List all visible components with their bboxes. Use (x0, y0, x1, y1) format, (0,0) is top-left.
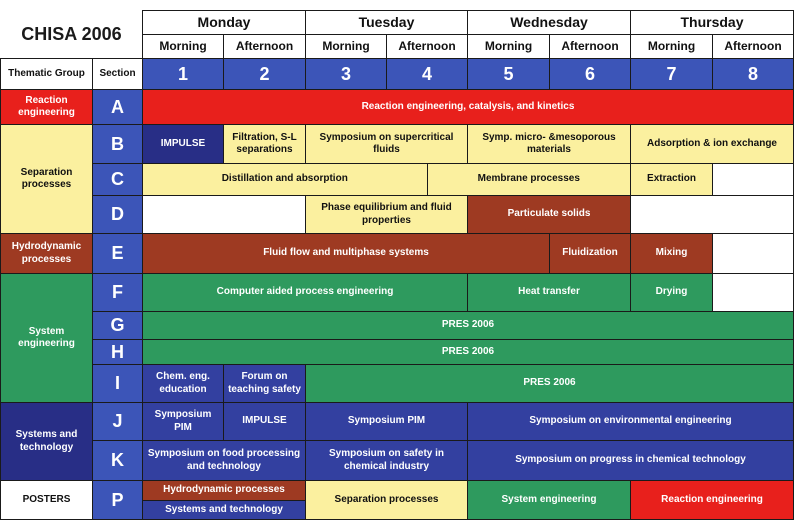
thematic-group: Separation processes (0, 124, 93, 234)
page-title: CHISA 2006 (0, 10, 143, 59)
section-label: E (92, 233, 143, 274)
session-cell (712, 163, 794, 196)
session-cell: Forum on teaching safety (223, 364, 306, 403)
slot-number: 2 (223, 58, 306, 90)
session-cell: Fluid flow and multiphase systems (142, 233, 550, 274)
session-cell: PRES 2006 (305, 364, 794, 403)
slot-number: 6 (549, 58, 631, 90)
section-label: B (92, 124, 143, 164)
session-cell: Heat transfer (467, 273, 631, 312)
session-cell: Extraction (630, 163, 713, 196)
thematic-group: POSTERS (0, 480, 93, 520)
session-cell: Phase equilibrium and fluid properties (305, 195, 468, 234)
slot-header: Morning (305, 34, 387, 59)
section-label: K (92, 440, 143, 481)
session-cell: Symposium on supercritical fluids (305, 124, 468, 164)
session-cell: Particulate solids (467, 195, 631, 234)
section-label: P (92, 480, 143, 520)
slot-header: Afternoon (386, 34, 468, 59)
session-cell: Membrane processes (427, 163, 632, 196)
slot-header: Morning (630, 34, 713, 59)
slot-number: 8 (712, 58, 794, 90)
session-cell: Symposium on food processing and technology (142, 440, 306, 481)
slot-header: Afternoon (712, 34, 794, 59)
section-header: Section (92, 58, 143, 90)
session-cell: PRES 2006 (142, 311, 794, 340)
session-cell (630, 195, 794, 234)
session-cell (142, 195, 306, 234)
session-cell: Symposium on safety in chemical industry (305, 440, 468, 481)
section-label: J (92, 402, 143, 441)
thematic-group: Hydrodynamic processes (0, 233, 93, 274)
day-header: Wednesday (467, 10, 631, 35)
session-cell: Symposium PIM (305, 402, 468, 441)
session-cell: Reaction engineering (630, 480, 794, 520)
slot-number: 5 (467, 58, 550, 90)
session-cell: Symposium PIM (142, 402, 224, 441)
day-header: Thursday (630, 10, 794, 35)
session-cell: Hydrodynamic processes (142, 480, 306, 501)
session-cell: IMPULSE (142, 124, 224, 164)
thematic-group-header: Thematic Group (0, 58, 93, 90)
session-cell: Chem. eng. education (142, 364, 224, 403)
session-cell: Reaction engineering, catalysis, and kinetics (142, 89, 794, 125)
day-header: Tuesday (305, 10, 468, 35)
session-cell: Systems and technology (142, 500, 306, 521)
session-cell: Distillation and absorption (142, 163, 428, 196)
session-cell (712, 273, 794, 312)
session-cell: IMPULSE (223, 402, 306, 441)
thematic-group: System engineering (0, 273, 93, 403)
session-cell: Computer aided process engineering (142, 273, 468, 312)
session-cell: Mixing (630, 233, 713, 274)
session-cell: Drying (630, 273, 713, 312)
slot-number: 3 (305, 58, 387, 90)
slot-number: 7 (630, 58, 713, 90)
session-cell: PRES 2006 (142, 339, 794, 365)
session-cell: Fluidization (549, 233, 631, 274)
section-label: G (92, 311, 143, 340)
session-cell: Symp. micro- &mesoporous materials (467, 124, 631, 164)
session-cell: Adsorption & ion exchange (630, 124, 794, 164)
section-label: A (92, 89, 143, 125)
section-label: H (92, 339, 143, 365)
slot-header: Afternoon (549, 34, 631, 59)
session-cell (712, 233, 794, 274)
slot-number: 4 (386, 58, 468, 90)
section-label: F (92, 273, 143, 312)
section-label: D (92, 195, 143, 234)
session-cell: Filtration, S-L separations (223, 124, 306, 164)
session-cell: Symposium on progress in chemical technology (467, 440, 794, 481)
day-header: Monday (142, 10, 306, 35)
thematic-group: Systems and technology (0, 402, 93, 481)
section-label: I (92, 364, 143, 403)
session-cell: System engineering (467, 480, 631, 520)
session-cell: Separation processes (305, 480, 468, 520)
slot-header: Morning (142, 34, 224, 59)
session-cell: Symposium on environmental engineering (467, 402, 794, 441)
slot-header: Afternoon (223, 34, 306, 59)
slot-header: Morning (467, 34, 550, 59)
section-label: C (92, 163, 143, 196)
thematic-group: Reaction engineering (0, 89, 93, 125)
slot-number: 1 (142, 58, 224, 90)
